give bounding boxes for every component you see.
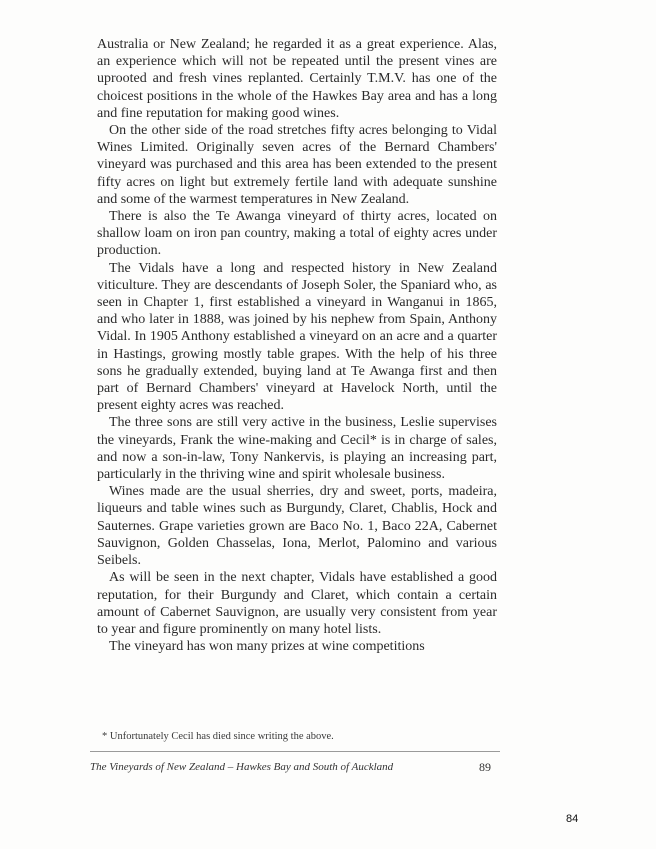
paragraph-4: The Vidals have a long and respected history in New Zealand viticulture. They are descendants of Joseph Soler, the Spaniard who, as seen in Chapter 1, first established a vineyard in Wanganui in 1865, and who later in 1888, was joined by his nephew from Spain, Anthony Vidal. In 1905 Anthony established a vineyard on an acre and a quarter in Hastings, growing mostly table grapes. With the help of his three sons he gradually extended, buying land at Te Awanga first and then part of Bernard Chambers' vineyard at Havelock North, until the present eighty acres was reached. [97, 260, 497, 414]
running-title: The Vineyards of New Zealand – Hawkes Bay and South of Auckland [90, 761, 394, 773]
footer-divider [90, 751, 500, 752]
paragraph-7: As will be seen in the next chapter, Vidals have established a good reputation, for their Burgundy and Claret, which contain a certain amount of Cabernet Sauvignon, are usually very consistent from year to year and figure prominently on many hotel lists. [97, 570, 497, 637]
body-text [97, 36, 497, 655]
paragraph-1: Australia or New Zealand; he regarded it as a great experience. Alas, an experience which will not be repeated until the present vines are uprooted and fresh vines replanted. Certainly T.M.V. has one of the choicest positions in the whole of the Hawkes Bay area and has a long and fine reputation for making good wines. [97, 37, 497, 121]
paragraph-3: There is also the Te Awanga vineyard of thirty acres, located on shallow loam on iron pan country, making a total of eighty acres under production. [97, 209, 497, 259]
paragraph-2: On the other side of the road stretches fifty acres belonging to Vidal Wines Limited. Originally seven acres of the Bernard Chambers' vineyard was purchased and this area has been extended to the present fifty acres on light but extremely fertile land with adequate sunshine and some of the warmest temperatures in New Zealand. [97, 123, 497, 207]
scan-page-number: 84 [566, 813, 579, 825]
paragraph-5: The three sons are still very active in the business, Leslie supervises the vineyards, Frank the wine-making and Cecil* is in charge of sales, and now a son-in-law, Tony Nankervis, is playing an increasing part, particularly in the thriving wine and spirit wholesale business. [97, 415, 497, 483]
book-page-number: 89 [479, 760, 491, 774]
footnote: * Unfortunately Cecil has died since writing the above. [102, 731, 334, 742]
paragraph-6: Wines made are the usual sherries, dry and sweet, ports, madeira, liqueurs and table wines such as Burgundy, Claret, Chablis, Hock and Sauternes. Grape varieties grown are Baco No. 1, Baco 22A, Cabernet Sauvignon, Golden Chasselas, Iona, Merlot, Palomino and various Seibels. [97, 484, 497, 569]
paragraph-8: The vineyard has won many prizes at wine competitions [109, 639, 425, 655]
